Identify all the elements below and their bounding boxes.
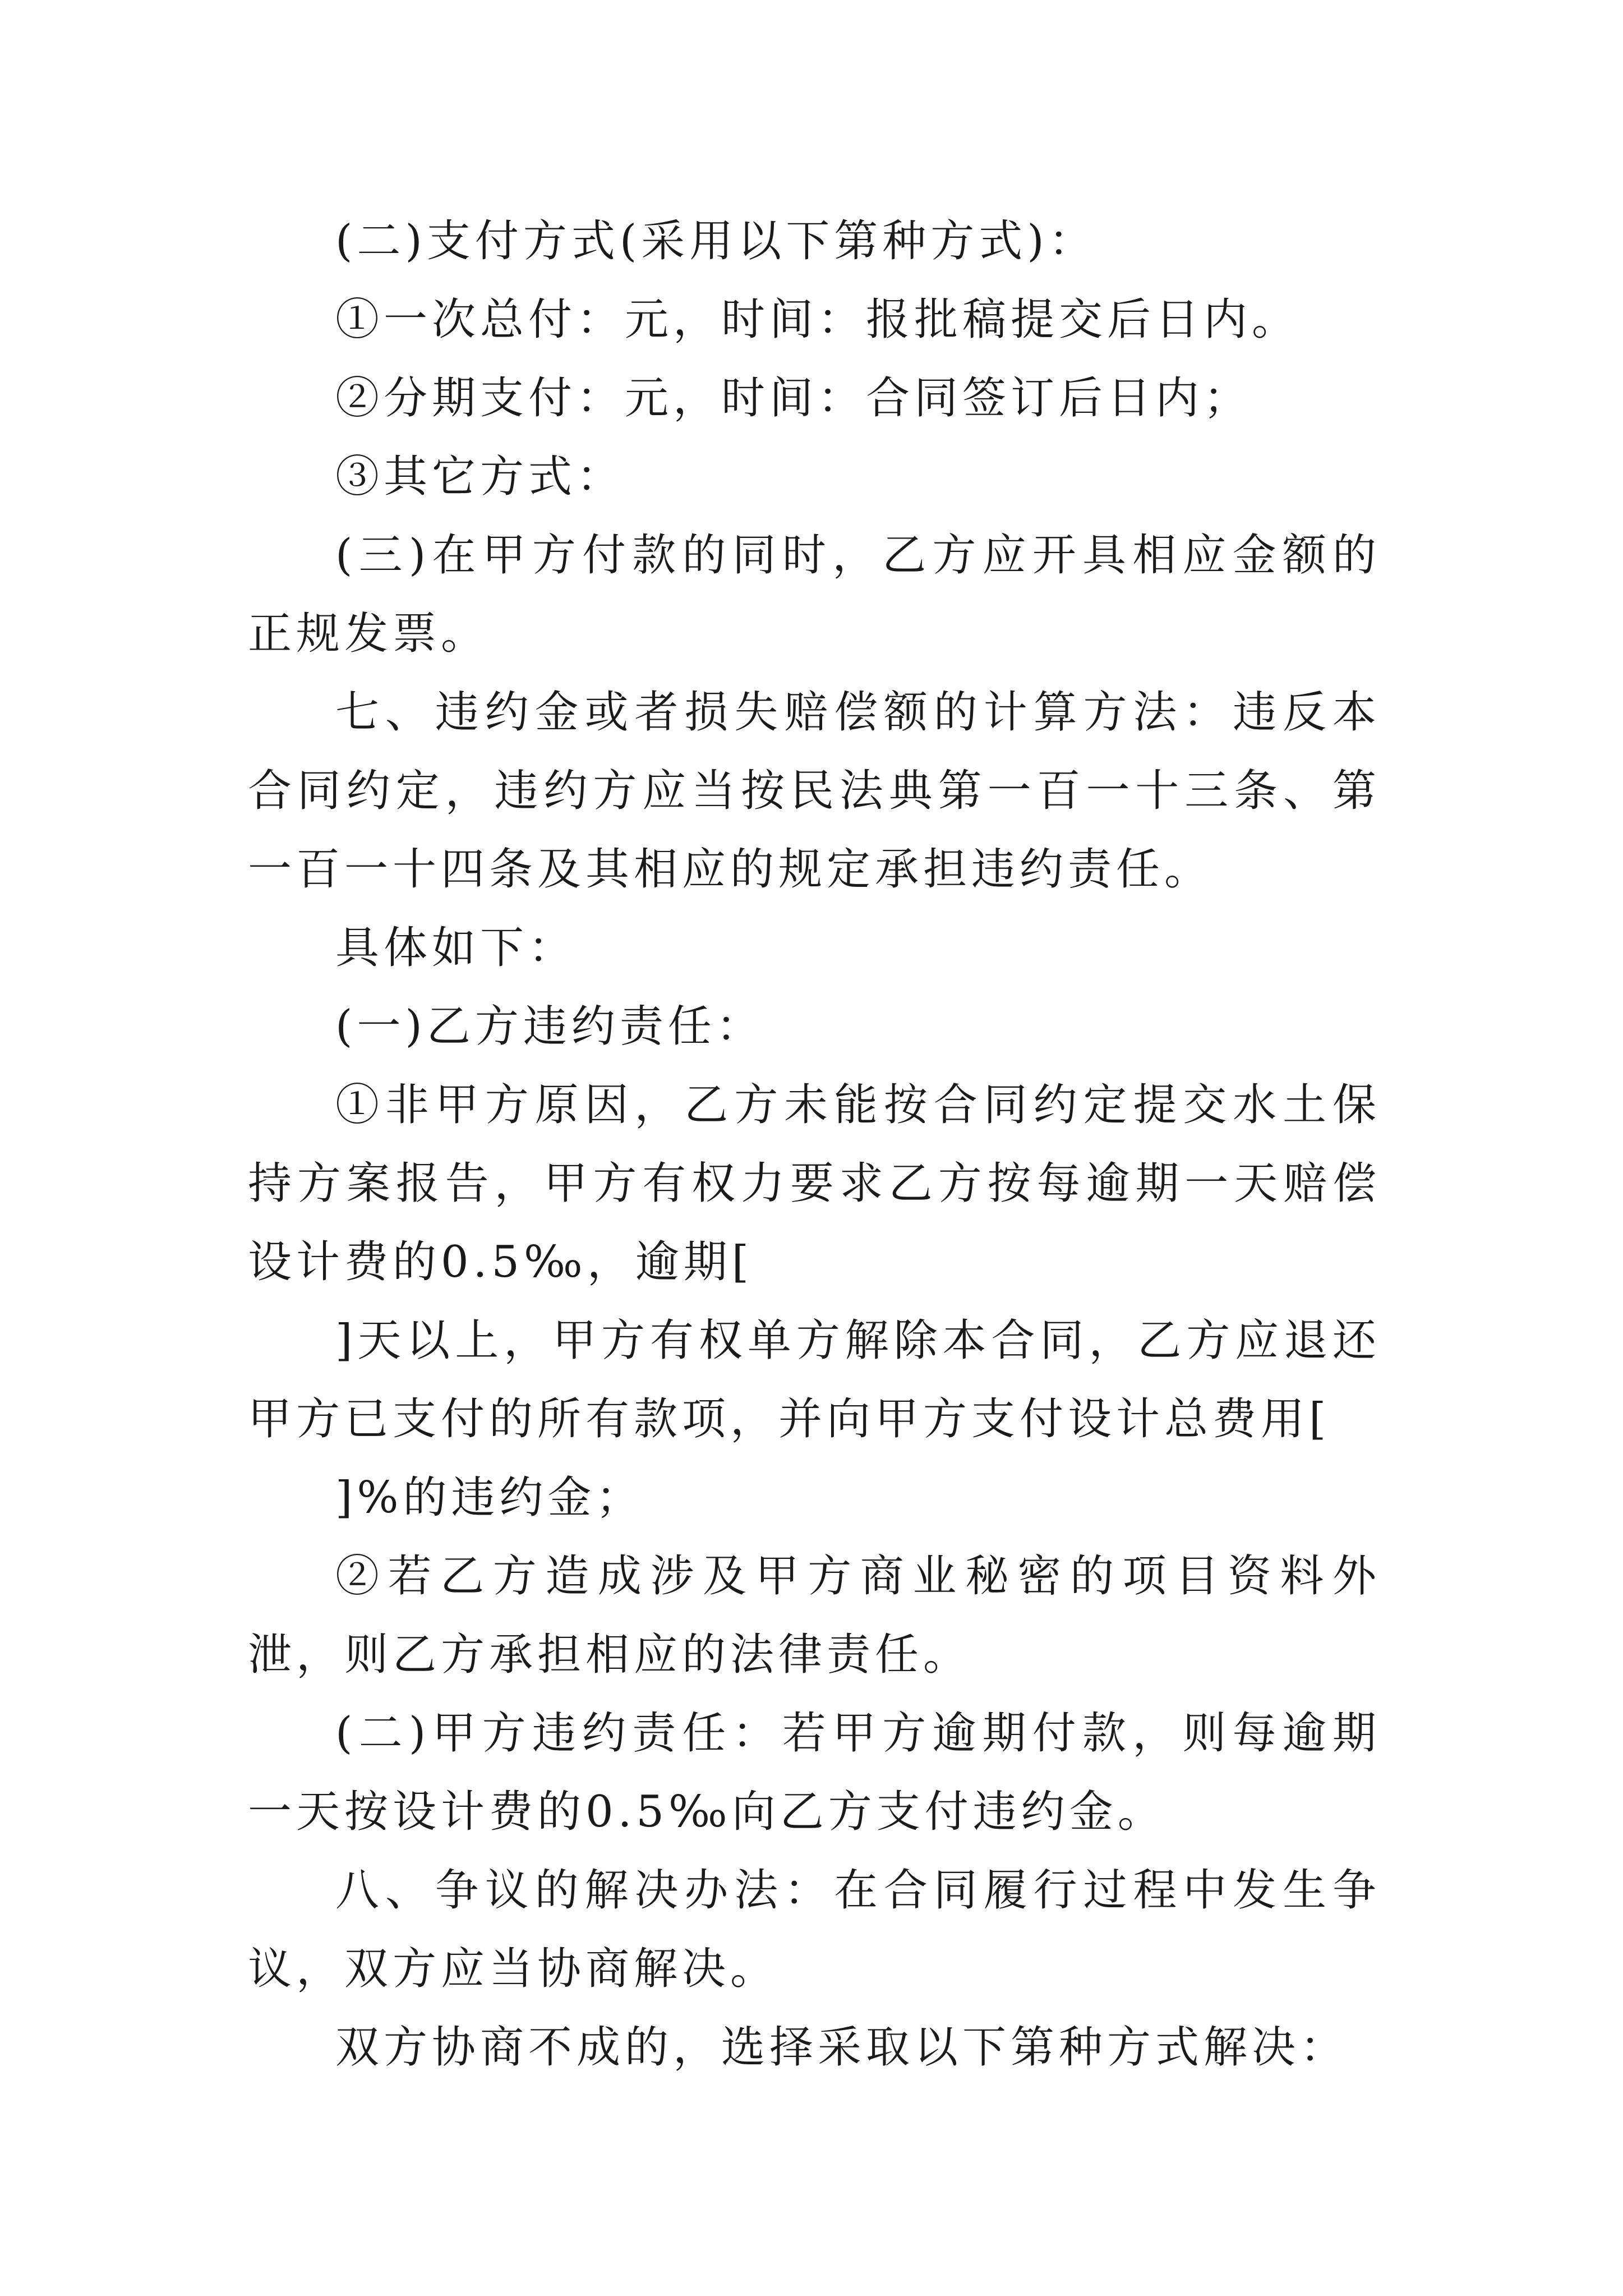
paragraph-party-b-termination: ]天以上，甲方有权单方解除本合同，乙方应退还甲方已支付的所有款项，并向甲方支付设计总费用[: [248, 1315, 1381, 1444]
paragraph-details-heading: 具体如下：: [335, 923, 577, 973]
document-body: [248, 202, 1381, 2087]
paragraph-dispute-options: 双方协商不成的，选择采取以下第种方式解决：: [335, 2022, 1349, 2073]
paragraph-invoice: (三)在甲方付款的同时，乙方应开具相应金额的正规发票。: [248, 530, 1381, 659]
paragraph-payment-method: (二)支付方式(采用以下第种方式)：: [335, 216, 1097, 266]
paragraph-lump-sum-payment: ①一次总付：元，时间：报批稿提交后日内。: [335, 295, 1301, 345]
paragraph-installment-payment: ②分期支付：元，时间：合同签订后日内；: [335, 373, 1252, 424]
paragraph-other-method: ③其它方式：: [335, 452, 625, 502]
paragraph-party-b-delay: ①非甲方原因，乙方未能按合同约定提交水土保持方案报告，甲方有权力要求乙方按每逾期一天赔偿设计费的0.5‰，逾期[: [248, 1080, 1381, 1287]
paragraph-liquidated-damages: 七、违约金或者损失赔偿额的计算方法：违反本合同约定，违约方应当按民法典第一百一十三条、第一百一十四条及其相应的规定承担违约责任。: [248, 687, 1381, 895]
paragraph-party-a-liability: (二)甲方违约责任：若甲方逾期付款，则每逾期一天按设计费的0.5‰向乙方支付违约金。: [248, 1708, 1381, 1837]
paragraph-dispute-resolution: 八、争议的解决办法：在合同履行过程中发生争议，双方应当协商解决。: [248, 1865, 1381, 1994]
paragraph-party-b-liability-heading: (一)乙方违约责任：: [335, 1001, 764, 1052]
paragraph-penalty-percent: ]%的违约金；: [335, 1473, 644, 1523]
paragraph-confidentiality: ②若乙方造成涉及甲方商业秘密的项目资料外泄，则乙方承担相应的法律责任。: [248, 1551, 1381, 1680]
